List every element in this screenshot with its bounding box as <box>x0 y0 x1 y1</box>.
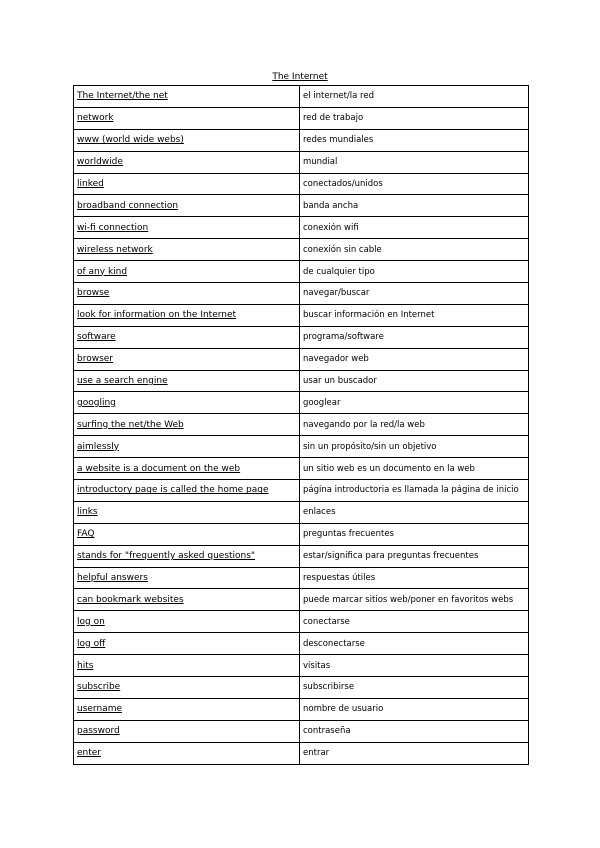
english-term: password <box>74 720 300 742</box>
spanish-translation: banda ancha <box>300 195 529 217</box>
spanish-translation: conexión sin cable <box>300 239 529 261</box>
english-term: log off <box>74 633 300 655</box>
spanish-translation: programa/software <box>300 326 529 348</box>
table-row <box>74 370 529 392</box>
table-row <box>74 151 529 173</box>
table-row <box>74 217 529 239</box>
spanish-translation: conectados/unidos <box>300 173 529 195</box>
english-term: network <box>74 107 300 129</box>
english-term: use a search engine <box>74 370 300 392</box>
table-row <box>74 261 529 283</box>
table-row <box>74 589 529 611</box>
table-row <box>74 720 529 742</box>
vocabulary-table <box>73 85 529 765</box>
table-row <box>74 480 529 502</box>
table-row <box>74 107 529 129</box>
table-row <box>74 239 529 261</box>
table-row <box>74 304 529 326</box>
english-term: worldwide <box>74 151 300 173</box>
spanish-translation: preguntas frecuentes <box>300 523 529 545</box>
english-term: software <box>74 326 300 348</box>
spanish-translation: de cualquier tipo <box>300 261 529 283</box>
spanish-translation: desconectarse <box>300 633 529 655</box>
table-row <box>74 326 529 348</box>
spanish-translation: mundial <box>300 151 529 173</box>
english-term: can bookmark websites <box>74 589 300 611</box>
english-term: The Internet/the net <box>74 86 300 108</box>
english-term: introductory page is called the home page <box>74 480 300 502</box>
spanish-translation: nombre de usuario <box>300 698 529 720</box>
table-row <box>74 698 529 720</box>
english-term: links <box>74 501 300 523</box>
spanish-translation: visitas <box>300 655 529 677</box>
spanish-translation: un sitio web es un documento en la web <box>300 458 529 480</box>
english-term: of any kind <box>74 261 300 283</box>
table-row <box>74 655 529 677</box>
spanish-translation: conexión wifi <box>300 217 529 239</box>
spanish-translation: estar/significa para preguntas frecuentes <box>300 545 529 567</box>
spanish-translation: página introductoria es llamada la página de inicio <box>300 480 529 502</box>
spanish-translation: redes mundiales <box>300 129 529 151</box>
table-row <box>74 458 529 480</box>
spanish-translation: buscar información en Internet <box>300 304 529 326</box>
english-term: FAQ <box>74 523 300 545</box>
table-row <box>74 611 529 633</box>
spanish-translation: el internet/la red <box>300 86 529 108</box>
spanish-translation: navegador web <box>300 348 529 370</box>
english-term: browser <box>74 348 300 370</box>
english-term: wi-fi connection <box>74 217 300 239</box>
table-row <box>74 545 529 567</box>
vocabulary-table-body <box>74 86 529 765</box>
english-term: helpful answers <box>74 567 300 589</box>
english-term: hits <box>74 655 300 677</box>
table-row <box>74 567 529 589</box>
english-term: browse <box>74 283 300 305</box>
spanish-translation: subscribirse <box>300 677 529 699</box>
spanish-translation: entrar <box>300 742 529 764</box>
english-term: surfing the net/the Web <box>74 414 300 436</box>
table-row <box>74 742 529 764</box>
english-term: linked <box>74 173 300 195</box>
spanish-translation: usar un buscador <box>300 370 529 392</box>
table-row <box>74 414 529 436</box>
spanish-translation: navegando por la red/la web <box>300 414 529 436</box>
spanish-translation: navegar/buscar <box>300 283 529 305</box>
english-term: www (world wide webs) <box>74 129 300 151</box>
english-term: wireless network <box>74 239 300 261</box>
english-term: googling <box>74 392 300 414</box>
page-title: The Internet <box>272 72 328 82</box>
english-term: a website is a document on the web <box>74 458 300 480</box>
table-row <box>74 677 529 699</box>
spanish-translation: respuestas útiles <box>300 567 529 589</box>
english-term: aimlessly <box>74 436 300 458</box>
spanish-translation: contraseña <box>300 720 529 742</box>
table-row <box>74 283 529 305</box>
english-term: subscribe <box>74 677 300 699</box>
english-term: look for information on the Internet <box>74 304 300 326</box>
table-row <box>74 129 529 151</box>
table-row <box>74 501 529 523</box>
english-term: enter <box>74 742 300 764</box>
table-row <box>74 195 529 217</box>
english-term: stands for "frequently asked questions" <box>74 545 300 567</box>
spanish-translation: googlear <box>300 392 529 414</box>
table-row <box>74 392 529 414</box>
spanish-translation: puede marcar sitios web/poner en favoritos webs <box>300 589 529 611</box>
spanish-translation: red de trabajo <box>300 107 529 129</box>
english-term: username <box>74 698 300 720</box>
english-term: log on <box>74 611 300 633</box>
spanish-translation: enlaces <box>300 501 529 523</box>
table-row <box>74 523 529 545</box>
spanish-translation: sin un propósito/sin un objetivo <box>300 436 529 458</box>
table-row <box>74 348 529 370</box>
table-row <box>74 633 529 655</box>
table-row <box>74 173 529 195</box>
table-row <box>74 436 529 458</box>
spanish-translation: conectarse <box>300 611 529 633</box>
table-row <box>74 86 529 108</box>
english-term: broadband connection <box>74 195 300 217</box>
